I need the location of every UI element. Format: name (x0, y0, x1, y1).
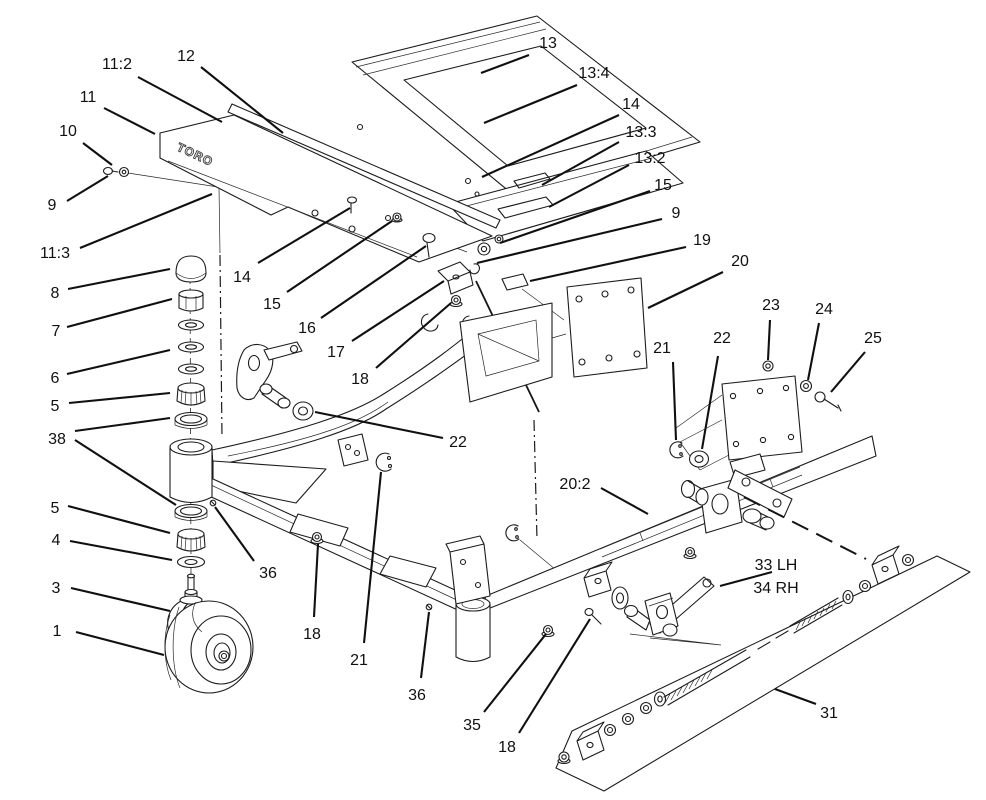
callout-8: 8 (50, 285, 60, 302)
callout-24: 24 (815, 301, 833, 318)
callout-22: 22 (449, 434, 467, 451)
bracket-17 (438, 262, 473, 294)
callout-12: 12 (177, 48, 195, 65)
mount-plate-20 (567, 278, 647, 377)
caster-wheel-assembly (165, 574, 253, 693)
leader-line (104, 108, 155, 134)
toro-logo: TORO (174, 140, 216, 169)
ball-joint-left (577, 722, 604, 760)
callout-9: 9 (671, 205, 681, 222)
clip (470, 264, 479, 274)
jam-nut (559, 752, 569, 762)
leader-line (768, 320, 770, 360)
leader-line (321, 246, 426, 318)
callout-14: 14 (622, 96, 640, 113)
leader-line (67, 350, 170, 374)
callout-11: 11 (79, 89, 97, 106)
callout-13-4: 13:4 (578, 65, 610, 82)
bearing-5-lower (177, 529, 205, 552)
leader-line (673, 362, 676, 440)
threaded-rod (664, 650, 750, 705)
callout-20: 20 (731, 253, 749, 270)
callout-17: 17 (327, 344, 345, 361)
hex-nut (623, 714, 634, 725)
washer-9 (478, 243, 490, 255)
caster-stack (170, 256, 212, 568)
washer-22-mid (293, 402, 313, 420)
circlip-21 (376, 453, 391, 471)
leader-line (831, 352, 865, 392)
callout-15: 15 (263, 296, 281, 313)
callout-4: 4 (51, 532, 61, 549)
callout-36: 36 (259, 565, 277, 582)
leader-line (68, 506, 170, 533)
callout-11-2: 11:2 (102, 56, 132, 73)
leader-line (808, 323, 819, 380)
leader-line (138, 77, 222, 122)
leader-line (775, 689, 816, 704)
spindle-housing (170, 439, 212, 503)
callout-13-3: 13:3 (625, 124, 657, 141)
washer (655, 692, 666, 706)
washer (612, 587, 628, 609)
leader-line (352, 281, 444, 341)
callout-21: 21 (653, 340, 671, 357)
leader-line (215, 507, 254, 561)
leader-line (702, 356, 718, 449)
leader-line (519, 619, 590, 733)
bolt-14 (348, 197, 357, 203)
leader-line (530, 247, 686, 281)
washer (843, 591, 853, 604)
callout-5: 5 (50, 500, 60, 517)
callout-13: 13 (539, 35, 557, 52)
leader-line (75, 418, 170, 431)
bolt-16 (423, 234, 435, 243)
toro-panel-11 (160, 115, 492, 262)
callout-23: 23 (762, 297, 780, 314)
callout-31: 31 (820, 705, 838, 722)
callout-36: 36 (408, 687, 426, 704)
hex-nut (641, 703, 652, 714)
callout-7: 7 (51, 323, 61, 340)
leader-line (76, 632, 164, 655)
leader-line (314, 544, 318, 617)
bearing-5-upper (177, 383, 205, 406)
callout-20-2: 20:2 (559, 476, 591, 493)
washer-6 (179, 364, 204, 374)
callout-19: 19 (693, 232, 711, 249)
nut-23 (763, 361, 773, 371)
leader-line (421, 612, 429, 678)
callout-22: 22 (713, 330, 731, 347)
washer-6 (179, 342, 204, 352)
leader-line (83, 143, 112, 165)
callout-10: 10 (59, 123, 77, 140)
callout-3: 3 (51, 580, 61, 597)
callout-38: 38 (48, 431, 66, 448)
screw-10 (104, 168, 113, 175)
hex-nut (860, 581, 871, 592)
callout-21: 21 (350, 652, 368, 669)
leader-line (71, 588, 170, 611)
callout-33-lh: 33 LH (754, 557, 798, 574)
callout-35: 35 (463, 717, 481, 734)
leader-line (67, 299, 172, 327)
washer-6 (179, 320, 204, 330)
leader-line (648, 272, 723, 308)
ball-joint-right (872, 546, 899, 584)
leader-line (75, 440, 176, 505)
callout-25: 25 (864, 330, 882, 347)
callout-13-2: 13:2 (634, 150, 666, 167)
axle-bolt (219, 651, 229, 661)
washer-22-right (690, 451, 709, 467)
hex-nut (605, 725, 616, 736)
race-38-upper (175, 413, 207, 429)
leader-line (68, 269, 170, 289)
leader-line (601, 488, 648, 514)
washer-4 (178, 557, 205, 568)
callout-14: 14 (233, 269, 251, 286)
callout-9: 9 (47, 197, 57, 214)
leader-line (80, 194, 212, 248)
leader-line (69, 393, 170, 403)
cap-8 (176, 256, 206, 282)
leader-line (484, 634, 546, 712)
callout-34-rh: 34 RH (753, 580, 799, 597)
leader-line (70, 541, 172, 560)
panel-screw (358, 125, 363, 130)
callout-6: 6 (50, 370, 60, 387)
hex-nut (903, 555, 914, 566)
bolt-25 (815, 392, 825, 402)
plate-19 (502, 274, 528, 290)
callout-15: 15 (654, 177, 672, 194)
bolt-18-small (585, 609, 593, 616)
callout-11-3: 11:3 (40, 245, 70, 262)
callout-1: 1 (52, 623, 62, 640)
callout-16: 16 (298, 320, 316, 337)
leader-line (67, 176, 108, 201)
leader-line (258, 208, 350, 263)
callout-5: 5 (50, 398, 60, 415)
washer-24 (801, 381, 812, 392)
frame-weldment (170, 303, 876, 662)
callout-18: 18 (498, 739, 516, 756)
callout-18: 18 (303, 626, 321, 643)
callout-18: 18 (351, 371, 369, 388)
